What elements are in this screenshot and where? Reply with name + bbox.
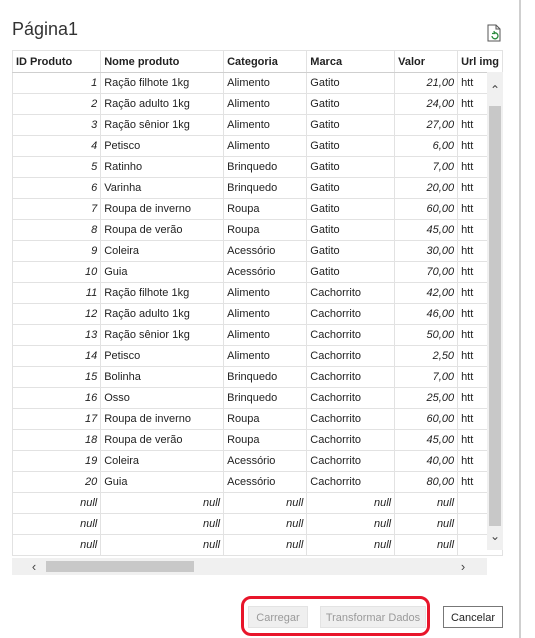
table-cell: Petisco xyxy=(101,346,224,367)
null-cell: null xyxy=(395,514,458,535)
transform-data-button[interactable]: Transformar Dados xyxy=(320,606,426,628)
table-row[interactable] xyxy=(13,283,503,304)
table-cell: Acessório xyxy=(224,241,307,262)
table-cell: htt xyxy=(458,451,503,472)
table-cell: Bolinha xyxy=(101,367,224,388)
table-cell: Cachorrito xyxy=(307,430,395,451)
table-row[interactable] xyxy=(13,157,503,178)
table-row[interactable] xyxy=(13,262,503,283)
table-row[interactable] xyxy=(13,220,503,241)
table-cell: 7,00 xyxy=(395,157,458,178)
table-cell: Alimento xyxy=(224,115,307,136)
table-cell: 70,00 xyxy=(395,262,458,283)
table-cell: Ração adulto 1kg xyxy=(101,94,224,115)
table-cell: 17 xyxy=(13,409,101,430)
table-row[interactable] xyxy=(13,178,503,199)
table-cell: 21,00 xyxy=(395,73,458,94)
null-cell: null xyxy=(101,514,224,535)
table-cell: Brinquedo xyxy=(224,178,307,199)
refresh-document-icon[interactable] xyxy=(485,24,503,42)
table-cell: Ração adulto 1kg xyxy=(101,304,224,325)
null-cell: null xyxy=(224,535,307,556)
table-cell: Brinquedo xyxy=(224,367,307,388)
table-cell: Gatito xyxy=(307,178,395,199)
table-cell: htt xyxy=(458,430,503,451)
table-cell: 20 xyxy=(13,472,101,493)
table-row[interactable] xyxy=(13,367,503,388)
table-cell: 8 xyxy=(13,220,101,241)
table-cell: 10 xyxy=(13,262,101,283)
null-cell: null xyxy=(101,493,224,514)
column-header[interactable]: Categoria xyxy=(224,51,307,73)
table-cell: 6,00 xyxy=(395,136,458,157)
table-cell: 50,00 xyxy=(395,325,458,346)
table-cell: 18 xyxy=(13,430,101,451)
table-body xyxy=(13,73,503,556)
table-cell: htt xyxy=(458,178,503,199)
table-cell: Acessório xyxy=(224,472,307,493)
table-cell: Ração filhote 1kg xyxy=(101,283,224,304)
table-cell: Alimento xyxy=(224,94,307,115)
table-cell: 24,00 xyxy=(395,94,458,115)
table-cell: Gatito xyxy=(307,94,395,115)
table-cell: 15 xyxy=(13,367,101,388)
table-cell: Cachorrito xyxy=(307,367,395,388)
table-cell: 7,00 xyxy=(395,367,458,388)
table-cell: 4 xyxy=(13,136,101,157)
table-cell: 2,50 xyxy=(395,346,458,367)
table-cell: Alimento xyxy=(224,136,307,157)
table-cell: Roupa xyxy=(224,409,307,430)
column-header[interactable]: Nome produto xyxy=(101,51,224,73)
null-cell: null xyxy=(13,493,101,514)
table-cell: Alimento xyxy=(224,304,307,325)
table-cell: 46,00 xyxy=(395,304,458,325)
table-cell: Roupa de inverno xyxy=(101,409,224,430)
table-cell: Gatito xyxy=(307,241,395,262)
table-cell: 60,00 xyxy=(395,409,458,430)
table-cell: htt xyxy=(458,409,503,430)
table-cell: Ração sênior 1kg xyxy=(101,115,224,136)
table-cell: Gatito xyxy=(307,220,395,241)
table-cell: Ratinho xyxy=(101,157,224,178)
table-cell: htt xyxy=(458,346,503,367)
table-cell: htt xyxy=(458,199,503,220)
table-cell: Gatito xyxy=(307,262,395,283)
table-cell: Cachorrito xyxy=(307,409,395,430)
table-cell: htt xyxy=(458,220,503,241)
null-cell: null xyxy=(13,514,101,535)
table-cell: Acessório xyxy=(224,262,307,283)
table-cell: 16 xyxy=(13,388,101,409)
null-row[interactable] xyxy=(13,493,503,514)
null-cell: null xyxy=(307,535,395,556)
table-cell: htt xyxy=(458,472,503,493)
table-cell: 7 xyxy=(13,199,101,220)
table-cell: Guia xyxy=(101,472,224,493)
table-row[interactable] xyxy=(13,430,503,451)
table-cell: htt xyxy=(458,136,503,157)
header-row xyxy=(13,51,503,73)
table-cell: Brinquedo xyxy=(224,388,307,409)
table-cell: htt xyxy=(458,94,503,115)
null-row[interactable] xyxy=(13,514,503,535)
table-cell: 40,00 xyxy=(395,451,458,472)
table-cell: Roupa de verão xyxy=(101,220,224,241)
table-cell: 3 xyxy=(13,115,101,136)
table-row[interactable] xyxy=(13,388,503,409)
table-cell: 45,00 xyxy=(395,220,458,241)
null-row[interactable] xyxy=(13,535,503,556)
table-cell: Acessório xyxy=(224,451,307,472)
table-cell: Gatito xyxy=(307,115,395,136)
table-cell: Brinquedo xyxy=(224,157,307,178)
table-cell: Alimento xyxy=(224,73,307,94)
table-cell: 42,00 xyxy=(395,283,458,304)
table-cell: 1 xyxy=(13,73,101,94)
table-cell: 11 xyxy=(13,283,101,304)
table-cell: 27,00 xyxy=(395,115,458,136)
table-cell: Cachorrito xyxy=(307,283,395,304)
table-cell: Cachorrito xyxy=(307,472,395,493)
table-cell: htt xyxy=(458,241,503,262)
page-title: Página1 xyxy=(12,19,79,39)
null-cell: null xyxy=(307,493,395,514)
table-cell: 30,00 xyxy=(395,241,458,262)
table-row[interactable] xyxy=(13,199,503,220)
table-cell: 6 xyxy=(13,178,101,199)
data-preview-grid xyxy=(12,50,503,575)
table-cell: Cachorrito xyxy=(307,451,395,472)
null-cell: null xyxy=(395,493,458,514)
table-cell: htt xyxy=(458,157,503,178)
null-cell: null xyxy=(395,535,458,556)
table-cell: Ração filhote 1kg xyxy=(101,73,224,94)
table-row[interactable] xyxy=(13,409,503,430)
table-cell: htt xyxy=(458,304,503,325)
table-cell: Alimento xyxy=(224,283,307,304)
table-cell: Gatito xyxy=(307,157,395,178)
table-cell: Gatito xyxy=(307,199,395,220)
null-cell: null xyxy=(307,514,395,535)
table-cell: 13 xyxy=(13,325,101,346)
table-cell: htt xyxy=(458,73,503,94)
table-cell: Cachorrito xyxy=(307,388,395,409)
table-row[interactable] xyxy=(13,115,503,136)
table-cell: Coleira xyxy=(101,451,224,472)
table-cell: Cachorrito xyxy=(307,304,395,325)
horizontal-scroll-thumb[interactable] xyxy=(46,561,194,572)
table-cell: 20,00 xyxy=(395,178,458,199)
column-header[interactable]: ID Produto xyxy=(13,51,101,73)
table-cell: Cachorrito xyxy=(307,346,395,367)
table-row[interactable] xyxy=(13,346,503,367)
table-cell: Ração sênior 1kg xyxy=(101,325,224,346)
table-cell: Varinha xyxy=(101,178,224,199)
vertical-scrollbar[interactable] xyxy=(487,72,503,550)
table-row[interactable] xyxy=(13,472,503,493)
red-highlight-annotation xyxy=(241,596,430,636)
null-cell: null xyxy=(224,514,307,535)
table-cell: Petisco xyxy=(101,136,224,157)
table-row[interactable] xyxy=(13,325,503,346)
table-row[interactable] xyxy=(13,451,503,472)
table-cell: 12 xyxy=(13,304,101,325)
table-cell: htt xyxy=(458,325,503,346)
null-cell: null xyxy=(101,535,224,556)
table-row[interactable] xyxy=(13,136,503,157)
table-cell: Roupa de verão xyxy=(101,430,224,451)
table-cell: 80,00 xyxy=(395,472,458,493)
table-cell: Cachorrito xyxy=(307,325,395,346)
table-cell: 25,00 xyxy=(395,388,458,409)
table-cell: 19 xyxy=(13,451,101,472)
table-cell: htt xyxy=(458,283,503,304)
table-cell: 45,00 xyxy=(395,430,458,451)
horizontal-scrollbar[interactable] xyxy=(12,558,487,575)
table-row[interactable] xyxy=(13,73,503,94)
null-cell: null xyxy=(224,493,307,514)
table-cell: htt xyxy=(458,367,503,388)
table-cell: Osso xyxy=(101,388,224,409)
table-cell: Roupa de inverno xyxy=(101,199,224,220)
chevron-down-icon[interactable]: ⌄ xyxy=(489,529,501,543)
table-cell: Roupa xyxy=(224,199,307,220)
null-cell: null xyxy=(13,535,101,556)
table-row[interactable] xyxy=(13,94,503,115)
table-cell: htt xyxy=(458,388,503,409)
table-cell: Gatito xyxy=(307,136,395,157)
table-row[interactable] xyxy=(13,304,503,325)
table-cell: Gatito xyxy=(307,73,395,94)
column-header[interactable]: Valor xyxy=(395,51,458,73)
table-row[interactable] xyxy=(13,241,503,262)
table-cell: 2 xyxy=(13,94,101,115)
table-cell: Guia xyxy=(101,262,224,283)
table-cell: Coleira xyxy=(101,241,224,262)
table-cell: 5 xyxy=(13,157,101,178)
column-header[interactable]: Marca xyxy=(307,51,395,73)
chevron-right-icon[interactable]: › xyxy=(460,559,466,574)
table-cell: htt xyxy=(458,262,503,283)
chevron-left-icon[interactable]: ‹ xyxy=(31,559,37,574)
chevron-up-icon[interactable]: ⌃ xyxy=(489,83,501,97)
table-cell: Alimento xyxy=(224,325,307,346)
vertical-scroll-thumb[interactable] xyxy=(489,106,501,526)
window-edge xyxy=(519,0,521,638)
data-table xyxy=(12,50,503,556)
table-cell: 9 xyxy=(13,241,101,262)
column-header[interactable]: Url img xyxy=(458,51,503,73)
table-cell: Roupa xyxy=(224,430,307,451)
table-cell: 14 xyxy=(13,346,101,367)
cancel-button[interactable]: Cancelar xyxy=(443,606,503,628)
load-button[interactable]: Carregar xyxy=(248,606,308,628)
table-cell: 60,00 xyxy=(395,199,458,220)
table-cell: Alimento xyxy=(224,346,307,367)
table-cell: Roupa xyxy=(224,220,307,241)
table-cell: htt xyxy=(458,115,503,136)
